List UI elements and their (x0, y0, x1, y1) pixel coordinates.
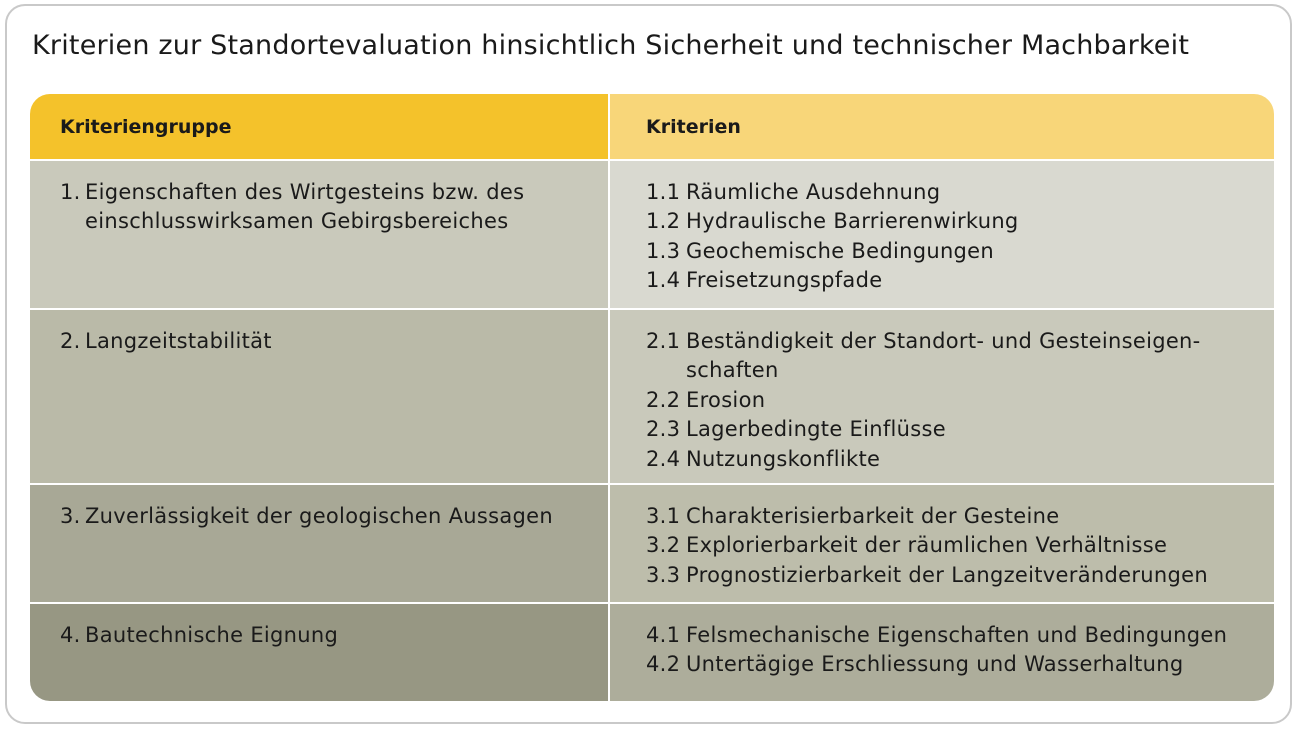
table-row (30, 604, 1274, 701)
criteria-cell (610, 485, 1274, 602)
group-number: 1. (60, 180, 81, 204)
group-number: 3. (60, 504, 81, 528)
page-title: Kriterien zur Standortevaluation hinsichtlich Sicherheit und technischer Machbarkeit (32, 30, 1190, 61)
criterion-item: 4.2 Untertägige Erschliessung und Wasserhaltung (646, 652, 1184, 677)
group-label: Langzeitstabilität (85, 329, 272, 353)
criterion-item: 3.2 Explorierbarkeit der räumlichen Verhältnisse (646, 533, 1168, 558)
criterion-item: 1.1 Räumliche Ausdehnung (646, 180, 941, 204)
criterion-item: 1.4 Freisetzungspfade (646, 268, 883, 293)
group-label: Bautechnische Eignung (85, 623, 339, 647)
table-header-row (30, 94, 1274, 161)
criteria-cell (610, 310, 1274, 483)
group-number: 2. (60, 329, 81, 353)
table-row (30, 310, 1274, 485)
header-criteria: Kriterien (610, 94, 1274, 159)
criterion-item: 1.2 Hydraulische Barrierenwirkung (646, 209, 1019, 234)
criteria-table (30, 94, 1274, 701)
criterion-item: 4.1 Felsmechanische Eigenschaften und Bedingungen (646, 623, 1228, 647)
criteria-cell (610, 161, 1274, 308)
group-cell (30, 161, 610, 308)
criterion-item: 2.1 Beständigkeit der Standort- und Gesteinseigen-schaften (646, 329, 1201, 383)
criterion-item: 1.3 Geochemische Bedingungen (646, 238, 995, 263)
header-group: Kriteriengruppe (30, 94, 610, 159)
group-number: 4. (60, 623, 81, 647)
group-cell (30, 604, 610, 701)
criterion-item: 2.4 Nutzungskonflikte (646, 446, 881, 471)
table-row (30, 485, 1274, 604)
group-label: Zuverlässigkeit der geologischen Aussagen (85, 504, 553, 528)
criterion-item: 2.3 Lagerbedingte Einflüsse (646, 417, 946, 442)
table-row (30, 161, 1274, 310)
group-cell (30, 485, 610, 602)
group-label: Eigenschaften des Wirtgesteins bzw. des einschlusswirksamen Gebirgsbereiches (85, 180, 525, 234)
criterion-item: 3.3 Prognostizierbarkeit der Langzeitveränderungen (646, 562, 1208, 587)
criterion-item: 2.2 Erosion (646, 387, 766, 412)
criterion-item: 3.1 Charakterisierbarkeit der Gesteine (646, 504, 1060, 528)
group-cell (30, 310, 610, 483)
criteria-cell (610, 604, 1274, 701)
